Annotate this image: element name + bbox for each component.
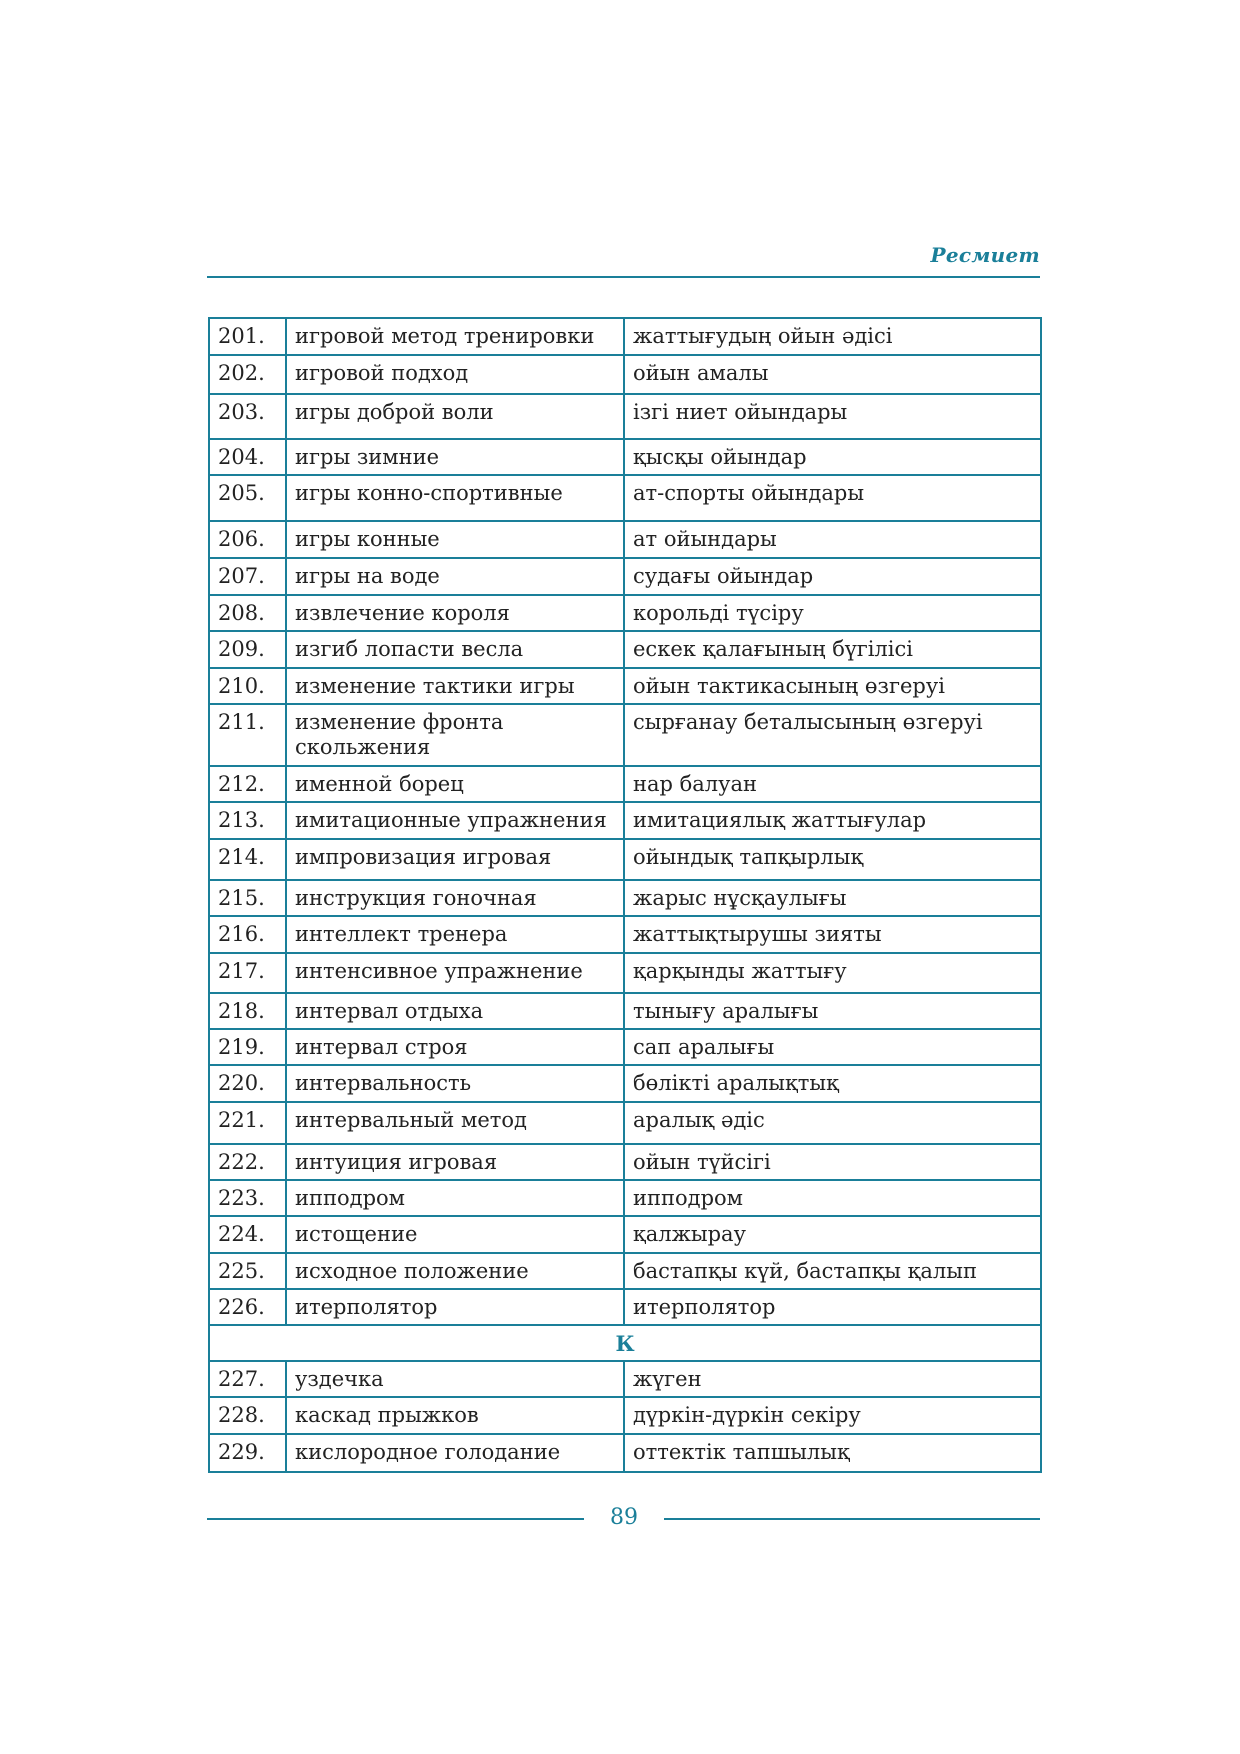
table-row [209, 631, 1041, 668]
kazakh-term: нар балуан [624, 766, 1041, 802]
kazakh-term: ескек қалағының бүгілісі [624, 631, 1041, 668]
entry-number: 206. [209, 521, 286, 558]
kazakh-term: ойын түйсігі [624, 1144, 1041, 1180]
entry-number: 226. [209, 1289, 286, 1325]
kazakh-term: ойын амалы [624, 355, 1041, 394]
table-row [209, 355, 1041, 394]
table-row [209, 704, 1041, 766]
kazakh-term: ипподром [624, 1180, 1041, 1216]
kazakh-term: ойындық тапқырлық [624, 839, 1041, 880]
russian-term: игры доброй воли [286, 394, 624, 439]
russian-term: истощение [286, 1216, 624, 1253]
russian-term: ипподром [286, 1180, 624, 1216]
russian-term: игровой метод тренировки [286, 318, 624, 355]
table-row [209, 1102, 1041, 1144]
russian-term: интеллект тренера [286, 916, 624, 953]
table-row [209, 595, 1041, 631]
footer-rule-right [664, 1518, 1040, 1520]
kazakh-term: судағы ойындар [624, 558, 1041, 595]
running-header-title: Ресмиет [930, 243, 1040, 267]
russian-term: интервал строя [286, 1029, 624, 1065]
kazakh-term: қалжырау [624, 1216, 1041, 1253]
section-letter: К [209, 1325, 1041, 1361]
table-row [209, 439, 1041, 475]
entry-number: 205. [209, 475, 286, 521]
entry-number: 203. [209, 394, 286, 439]
russian-term: изгиб лопасти весла [286, 631, 624, 668]
table-row [209, 1029, 1041, 1065]
kazakh-term: сырғанау беталысының өзгеруі [624, 704, 1041, 766]
table-row [209, 1216, 1041, 1253]
russian-term: игры конно-спортивные [286, 475, 624, 521]
russian-term: итерполятор [286, 1289, 624, 1325]
russian-term: игровой подход [286, 355, 624, 394]
russian-term: изменение тактики игры [286, 668, 624, 704]
table-row [209, 993, 1041, 1029]
kazakh-term: бөлікті аралықтық [624, 1065, 1041, 1102]
russian-term: каскад прыжков [286, 1397, 624, 1434]
entry-number: 210. [209, 668, 286, 704]
kazakh-term: оттектік тапшылық [624, 1434, 1041, 1472]
table-row [209, 1253, 1041, 1289]
page-number: 89 [610, 1505, 638, 1530]
kazakh-term: қарқынды жаттығу [624, 953, 1041, 993]
entry-number: 201. [209, 318, 286, 355]
russian-term: извлечение короля [286, 595, 624, 631]
russian-term: уздечка [286, 1361, 624, 1397]
kazakh-term: бастапқы күй, бастапқы қалып [624, 1253, 1041, 1289]
russian-term: игры конные [286, 521, 624, 558]
header-rule [207, 276, 1040, 278]
table-row [209, 802, 1041, 839]
entry-number: 219. [209, 1029, 286, 1065]
table-row [209, 521, 1041, 558]
entry-number: 216. [209, 916, 286, 953]
table-row [209, 475, 1041, 521]
table-row [209, 953, 1041, 993]
entry-number: 227. [209, 1361, 286, 1397]
entry-number: 218. [209, 993, 286, 1029]
russian-term: интенсивное упражнение [286, 953, 624, 993]
entry-number: 229. [209, 1434, 286, 1472]
kazakh-term: жаттықтырушы зияты [624, 916, 1041, 953]
kazakh-term: итерполятор [624, 1289, 1041, 1325]
table-row [209, 766, 1041, 802]
entry-number: 215. [209, 880, 286, 916]
kazakh-term: корольді түсіру [624, 595, 1041, 631]
entry-number: 222. [209, 1144, 286, 1180]
russian-term: кислородное голодание [286, 1434, 624, 1472]
table-row [209, 1144, 1041, 1180]
entry-number: 223. [209, 1180, 286, 1216]
kazakh-term: ат ойындары [624, 521, 1041, 558]
kazakh-term: аралық әдіс [624, 1102, 1041, 1144]
russian-term: импровизация игровая [286, 839, 624, 880]
kazakh-term: дүркін-дүркін секіру [624, 1397, 1041, 1434]
kazakh-term: жарыс нұсқаулығы [624, 880, 1041, 916]
kazakh-term: жүген [624, 1361, 1041, 1397]
table-row [209, 1180, 1041, 1216]
entry-number: 224. [209, 1216, 286, 1253]
entry-number: 225. [209, 1253, 286, 1289]
table-row [209, 1289, 1041, 1325]
table-row [209, 1065, 1041, 1102]
entry-number: 228. [209, 1397, 286, 1434]
footer-rule-left [207, 1518, 584, 1520]
entry-number: 209. [209, 631, 286, 668]
kazakh-term: имитациялық жаттығулар [624, 802, 1041, 839]
entry-number: 204. [209, 439, 286, 475]
table-row [209, 916, 1041, 953]
entry-number: 211. [209, 704, 286, 766]
entry-number: 213. [209, 802, 286, 839]
russian-term: имитационные упражнения [286, 802, 624, 839]
kazakh-term: сап аралығы [624, 1029, 1041, 1065]
russian-term: исходное положение [286, 1253, 624, 1289]
entry-number: 221. [209, 1102, 286, 1144]
section-letter-row [209, 1325, 1041, 1361]
table-row [209, 1397, 1041, 1434]
entry-number: 214. [209, 839, 286, 880]
russian-term: именной борец [286, 766, 624, 802]
kazakh-term: ат-спорты ойындары [624, 475, 1041, 521]
table-row [209, 1361, 1041, 1397]
table-row [209, 394, 1041, 439]
kazakh-term: ізгі ниет ойындары [624, 394, 1041, 439]
kazakh-term: жаттығудың ойын әдісі [624, 318, 1041, 355]
entry-number: 217. [209, 953, 286, 993]
entry-number: 207. [209, 558, 286, 595]
russian-term: игры на воде [286, 558, 624, 595]
table-row [209, 1434, 1041, 1472]
russian-term: интуиция игровая [286, 1144, 624, 1180]
entry-number: 220. [209, 1065, 286, 1102]
table-row [209, 668, 1041, 704]
entry-number: 208. [209, 595, 286, 631]
kazakh-term: ойын тактикасының өзгеруі [624, 668, 1041, 704]
russian-term: интервальность [286, 1065, 624, 1102]
table-row [209, 839, 1041, 880]
russian-term: интервальный метод [286, 1102, 624, 1144]
russian-term: инструкция гоночная [286, 880, 624, 916]
entry-number: 202. [209, 355, 286, 394]
kazakh-term: тынығу аралығы [624, 993, 1041, 1029]
kazakh-term: қысқы ойындар [624, 439, 1041, 475]
table-row [209, 318, 1041, 355]
table-row [209, 558, 1041, 595]
glossary-table [208, 317, 1042, 1473]
russian-term: игры зимние [286, 439, 624, 475]
table-row [209, 880, 1041, 916]
russian-term: интервал отдыха [286, 993, 624, 1029]
entry-number: 212. [209, 766, 286, 802]
russian-term: изменение фронта скольжения [286, 704, 624, 766]
